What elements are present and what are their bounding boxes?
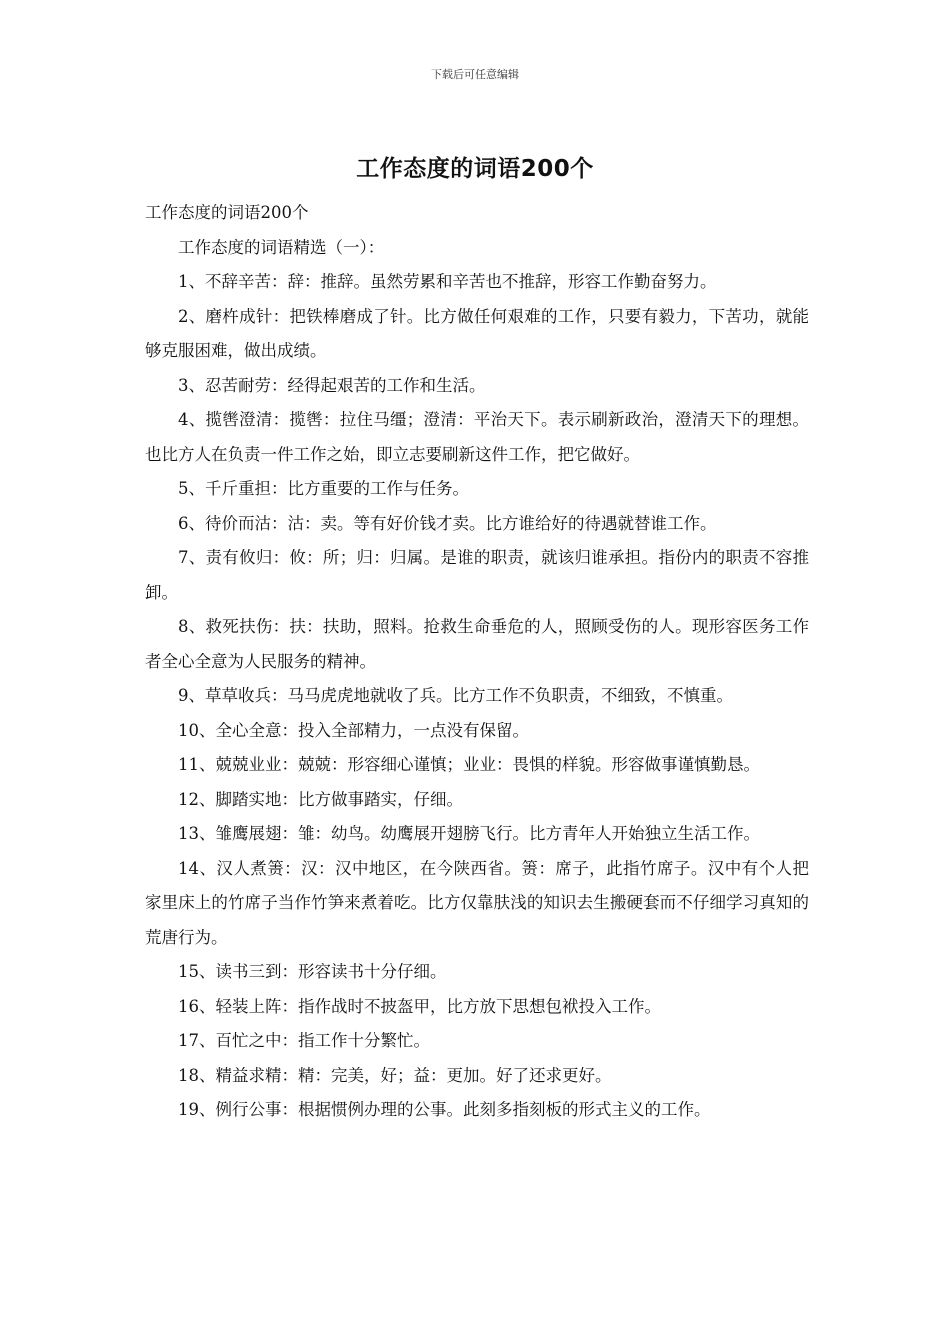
paragraph: 5、千斤重担：比方重要的工作与任务。 [178,479,469,498]
paragraph: 11、兢兢业业：兢兢：形容细心谨慎；业业：畏惧的样貌。形容做事谨慎勤恳。 [178,755,760,774]
paragraph: 7、责有攸归：攸：所；归：归属。是谁的职责，就该归谁承担。指份内的职责不容推卸。 [145,548,809,602]
document-title: 工作态度的词语200个 [356,156,594,182]
paragraph: 17、百忙之中：指工作十分繁忙。 [178,1031,430,1050]
paragraph: 工作态度的词语精选（一）： [178,237,385,257]
paragraph: 8、救死扶伤：扶：扶助，照料。抢救生命垂危的人，照顾受伤的人。现形容医务工作者全心全意为人民服务的精神。 [145,617,809,671]
paragraph: 1、不辞辛苦：辞：推辞。虽然劳累和辛苦也不推辞，形容工作勤奋努力。 [178,272,717,291]
paragraph: 19、例行公事：根据惯例办理的公事。此刻多指刻板的形式主义的工作。 [178,1100,711,1119]
paragraph: 6、待价而沽：沽：卖。等有好价钱才卖。比方谁给好的待遇就替谁工作。 [178,513,717,533]
page-header: 下载后可任意编辑 [431,68,519,81]
paragraph: 15、读书三到：形容读书十分仔细。 [178,962,447,981]
paragraph: 13、雏鹰展翅：雏：幼鸟。幼鹰展开翅膀飞行。比方青年人开始独立生活工作。 [178,824,760,843]
paragraph: 18、精益求精：精：完美，好；益：更加。好了还求更好。 [178,1065,612,1085]
paragraph: 3、忍苦耐劳：经得起艰苦的工作和生活。 [178,375,486,395]
paragraph: 12、脚踏实地：比方做事踏实，仔细。 [178,789,463,809]
document-body [145,196,809,1128]
paragraph: 10、全心全意：投入全部精力，一点没有保留。 [178,720,529,740]
paragraph: 16、轻装上阵：指作战时不披盔甲，比方放下思想包袱投入工作。 [178,996,661,1016]
paragraph: 9、草草收兵：马马虎虎地就收了兵。比方工作不负职责，不细致，不慎重。 [178,686,733,705]
paragraph: 4、揽辔澄清：揽辔：拉住马缰；澄清：平治天下。表示刷新政治，澄清天下的理想。也比方人在负责一件工作之始，即立志要刷新这件工作，把它做好。 [145,410,809,464]
paragraph: 2、磨杵成针：把铁棒磨成了针。比方做任何艰难的工作，只要有毅力，下苦功，就能够克服困难，做出成绩。 [145,306,809,360]
paragraph: 14、汉人煮箦：汉：汉中地区，在今陕西省。箦：席子，此指竹席子。汉中有个人把家里床上的竹席子当作竹笋来煮着吃。比方仅靠肤浅的知识去生搬硬套而不仔细学习真知的荒唐行为。 [145,858,809,947]
paragraph: 工作态度的词语200个 [145,203,309,222]
